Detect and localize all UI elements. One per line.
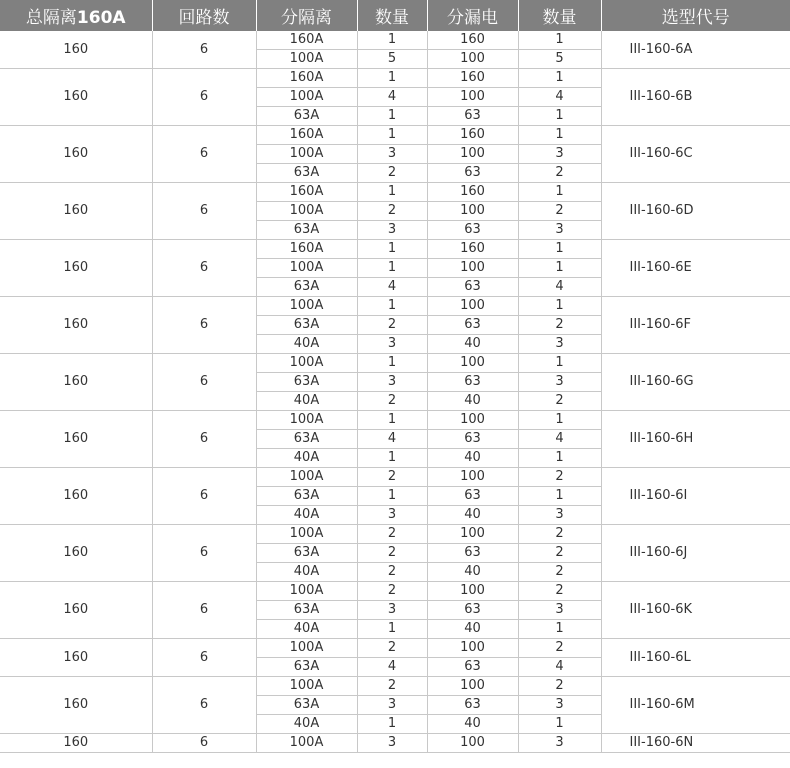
branch-isolator-cell: 160A: [256, 126, 357, 145]
quantity-cell: 3: [357, 373, 427, 392]
circuits-cell: 6: [152, 468, 256, 525]
branch-rcd-cell: 63: [427, 601, 518, 620]
branch-isolator-cell: 63A: [256, 373, 357, 392]
branch-rcd-cell: 100: [427, 145, 518, 164]
main-isolator-cell: 160: [0, 354, 152, 411]
table-row: [0, 468, 790, 487]
branch-rcd-cell: 63: [427, 278, 518, 297]
model-code-cell: III-160-6D: [601, 183, 790, 240]
main-isolator-cell: 160: [0, 525, 152, 582]
branch-rcd-cell: 40: [427, 506, 518, 525]
quantity-cell: 1: [357, 297, 427, 316]
branch-rcd-cell: 160: [427, 69, 518, 88]
quantity-cell: 4: [518, 88, 601, 107]
quantity-cell: 1: [357, 69, 427, 88]
branch-rcd-cell: 63: [427, 221, 518, 240]
quantity-cell: 2: [357, 677, 427, 696]
quantity-cell: 3: [357, 734, 427, 753]
model-code-cell: III-160-6E: [601, 240, 790, 297]
quantity-cell: 4: [357, 278, 427, 297]
branch-rcd-cell: 100: [427, 677, 518, 696]
quantity-cell: 2: [357, 525, 427, 544]
branch-isolator-cell: 100A: [256, 677, 357, 696]
main-isolator-cell: 160: [0, 468, 152, 525]
header-branch-rcd: 分漏电: [427, 0, 518, 31]
main-isolator-cell: 160: [0, 126, 152, 183]
quantity-cell: 2: [518, 639, 601, 658]
header-circuits: 回路数: [152, 0, 256, 31]
branch-rcd-cell: 160: [427, 183, 518, 202]
quantity-cell: 3: [357, 696, 427, 715]
quantity-cell: 2: [357, 164, 427, 183]
table-row: [0, 677, 790, 696]
branch-rcd-cell: 63: [427, 107, 518, 126]
main-isolator-cell: 160: [0, 31, 152, 69]
branch-isolator-cell: 100A: [256, 639, 357, 658]
branch-rcd-cell: 100: [427, 582, 518, 601]
branch-isolator-cell: 160A: [256, 183, 357, 202]
branch-isolator-cell: 40A: [256, 392, 357, 411]
quantity-cell: 2: [357, 563, 427, 582]
model-code-cell: III-160-6G: [601, 354, 790, 411]
header-quantity: 数量: [357, 0, 427, 31]
quantity-cell: 2: [518, 202, 601, 221]
quantity-cell: 4: [357, 430, 427, 449]
branch-isolator-cell: 40A: [256, 715, 357, 734]
branch-isolator-cell: 160A: [256, 31, 357, 50]
header-branch-isolator: 分隔离: [256, 0, 357, 31]
model-code-cell: III-160-6I: [601, 468, 790, 525]
quantity-cell: 2: [357, 392, 427, 411]
branch-rcd-cell: 63: [427, 373, 518, 392]
quantity-cell: 1: [518, 449, 601, 468]
quantity-cell: 3: [357, 145, 427, 164]
branch-isolator-cell: 100A: [256, 411, 357, 430]
branch-rcd-cell: 100: [427, 202, 518, 221]
table-row: [0, 297, 790, 316]
quantity-cell: 3: [518, 734, 601, 753]
table-row: [0, 525, 790, 544]
branch-isolator-cell: 63A: [256, 316, 357, 335]
quantity-cell: 2: [518, 563, 601, 582]
branch-isolator-cell: 100A: [256, 525, 357, 544]
branch-isolator-cell: 63A: [256, 696, 357, 715]
quantity-cell: 3: [518, 506, 601, 525]
branch-isolator-cell: 40A: [256, 506, 357, 525]
branch-isolator-cell: 100A: [256, 50, 357, 69]
branch-rcd-cell: 100: [427, 411, 518, 430]
circuits-cell: 6: [152, 734, 256, 753]
branch-rcd-cell: 40: [427, 392, 518, 411]
branch-isolator-cell: 100A: [256, 734, 357, 753]
branch-rcd-cell: 40: [427, 335, 518, 354]
main-isolator-cell: 160: [0, 582, 152, 639]
quantity-cell: 1: [518, 183, 601, 202]
branch-rcd-cell: 63: [427, 696, 518, 715]
main-isolator-cell: 160: [0, 240, 152, 297]
quantity-cell: 2: [518, 392, 601, 411]
header-row: [0, 0, 790, 31]
branch-isolator-cell: 63A: [256, 164, 357, 183]
quantity-cell: 2: [518, 525, 601, 544]
circuits-cell: 6: [152, 240, 256, 297]
quantity-cell: 2: [357, 544, 427, 563]
branch-isolator-cell: 63A: [256, 544, 357, 563]
model-code-cell: III-160-6A: [601, 31, 790, 69]
quantity-cell: 4: [518, 658, 601, 677]
quantity-cell: 3: [518, 696, 601, 715]
quantity-cell: 1: [357, 183, 427, 202]
header-quantity: 数量: [518, 0, 601, 31]
main-isolator-cell: 160: [0, 183, 152, 240]
branch-isolator-cell: 100A: [256, 582, 357, 601]
quantity-cell: 1: [518, 240, 601, 259]
branch-rcd-cell: 160: [427, 240, 518, 259]
quantity-cell: 1: [518, 259, 601, 278]
quantity-cell: 1: [518, 620, 601, 639]
quantity-cell: 2: [357, 582, 427, 601]
branch-rcd-cell: 40: [427, 715, 518, 734]
branch-isolator-cell: 63A: [256, 278, 357, 297]
branch-rcd-cell: 100: [427, 297, 518, 316]
quantity-cell: 3: [357, 601, 427, 620]
quantity-cell: 1: [357, 354, 427, 373]
model-code-cell: III-160-6L: [601, 639, 790, 677]
circuits-cell: 6: [152, 677, 256, 734]
quantity-cell: 1: [357, 107, 427, 126]
quantity-cell: 1: [357, 259, 427, 278]
quantity-cell: 3: [357, 335, 427, 354]
branch-rcd-cell: 100: [427, 468, 518, 487]
quantity-cell: 2: [357, 468, 427, 487]
main-isolator-cell: 160: [0, 734, 152, 753]
quantity-cell: 3: [518, 335, 601, 354]
main-isolator-cell: 160: [0, 297, 152, 354]
quantity-cell: 5: [518, 50, 601, 69]
branch-isolator-cell: 63A: [256, 601, 357, 620]
quantity-cell: 2: [518, 164, 601, 183]
circuits-cell: 6: [152, 639, 256, 677]
branch-isolator-cell: 100A: [256, 202, 357, 221]
branch-rcd-cell: 100: [427, 525, 518, 544]
quantity-cell: 3: [357, 506, 427, 525]
branch-rcd-cell: 100: [427, 639, 518, 658]
quantity-cell: 1: [357, 487, 427, 506]
circuits-cell: 6: [152, 31, 256, 69]
quantity-cell: 1: [357, 620, 427, 639]
quantity-cell: 1: [518, 487, 601, 506]
branch-rcd-cell: 63: [427, 430, 518, 449]
model-code-cell: III-160-6K: [601, 582, 790, 639]
quantity-cell: 2: [518, 582, 601, 601]
quantity-cell: 2: [357, 639, 427, 658]
quantity-cell: 1: [357, 449, 427, 468]
circuits-cell: 6: [152, 582, 256, 639]
quantity-cell: 2: [357, 316, 427, 335]
branch-rcd-cell: 160: [427, 126, 518, 145]
branch-rcd-cell: 100: [427, 259, 518, 278]
circuits-cell: 6: [152, 354, 256, 411]
branch-rcd-cell: 63: [427, 544, 518, 563]
model-code-cell: III-160-6F: [601, 297, 790, 354]
main-isolator-cell: 160: [0, 677, 152, 734]
quantity-cell: 3: [518, 145, 601, 164]
quantity-cell: 4: [518, 430, 601, 449]
branch-isolator-cell: 100A: [256, 468, 357, 487]
quantity-cell: 1: [357, 240, 427, 259]
quantity-cell: 4: [518, 278, 601, 297]
quantity-cell: 1: [518, 107, 601, 126]
table-row: [0, 240, 790, 259]
table-row: [0, 126, 790, 145]
model-code-cell: III-160-6J: [601, 525, 790, 582]
branch-rcd-cell: 100: [427, 354, 518, 373]
branch-isolator-cell: 63A: [256, 430, 357, 449]
branch-rcd-cell: 100: [427, 88, 518, 107]
header-model-code: 选型代号: [601, 0, 790, 31]
quantity-cell: 2: [357, 202, 427, 221]
quantity-cell: 2: [518, 468, 601, 487]
quantity-cell: 2: [518, 677, 601, 696]
circuits-cell: 6: [152, 69, 256, 126]
branch-rcd-cell: 63: [427, 658, 518, 677]
branch-isolator-cell: 63A: [256, 487, 357, 506]
table-row: [0, 354, 790, 373]
table-row: [0, 411, 790, 430]
quantity-cell: 1: [518, 411, 601, 430]
table-row: [0, 582, 790, 601]
branch-rcd-cell: 100: [427, 734, 518, 753]
quantity-cell: 2: [518, 316, 601, 335]
quantity-cell: 1: [357, 715, 427, 734]
branch-isolator-cell: 63A: [256, 658, 357, 677]
table-row: [0, 69, 790, 88]
quantity-cell: 3: [518, 601, 601, 620]
branch-rcd-cell: 160: [427, 31, 518, 50]
quantity-cell: 1: [518, 297, 601, 316]
branch-isolator-cell: 100A: [256, 297, 357, 316]
quantity-cell: 1: [518, 31, 601, 50]
branch-isolator-cell: 40A: [256, 335, 357, 354]
model-code-cell: III-160-6M: [601, 677, 790, 734]
branch-isolator-cell: 100A: [256, 145, 357, 164]
table-row: [0, 639, 790, 658]
quantity-cell: 1: [518, 69, 601, 88]
table-row: [0, 734, 790, 753]
table-row: [0, 183, 790, 202]
quantity-cell: 1: [357, 126, 427, 145]
circuits-cell: 6: [152, 183, 256, 240]
branch-isolator-cell: 160A: [256, 69, 357, 88]
branch-rcd-cell: 40: [427, 449, 518, 468]
main-isolator-cell: 160: [0, 411, 152, 468]
header-main-isolator: 总隔离160A: [0, 0, 152, 31]
branch-rcd-cell: 40: [427, 563, 518, 582]
branch-isolator-cell: 100A: [256, 354, 357, 373]
quantity-cell: 1: [518, 126, 601, 145]
model-code-cell: III-160-6N: [601, 734, 790, 753]
circuits-cell: 6: [152, 411, 256, 468]
circuits-cell: 6: [152, 126, 256, 183]
main-isolator-cell: 160: [0, 69, 152, 126]
quantity-cell: 1: [518, 715, 601, 734]
quantity-cell: 3: [518, 373, 601, 392]
branch-rcd-cell: 63: [427, 164, 518, 183]
quantity-cell: 3: [357, 221, 427, 240]
circuits-cell: 6: [152, 525, 256, 582]
branch-isolator-cell: 40A: [256, 449, 357, 468]
branch-isolator-cell: 40A: [256, 563, 357, 582]
table-row: [0, 31, 790, 50]
quantity-cell: 4: [357, 88, 427, 107]
branch-rcd-cell: 40: [427, 620, 518, 639]
circuits-cell: 6: [152, 297, 256, 354]
quantity-cell: 5: [357, 50, 427, 69]
branch-isolator-cell: 160A: [256, 240, 357, 259]
quantity-cell: 3: [518, 221, 601, 240]
branch-isolator-cell: 100A: [256, 88, 357, 107]
model-code-cell: III-160-6H: [601, 411, 790, 468]
main-isolator-cell: 160: [0, 639, 152, 677]
quantity-cell: 1: [518, 354, 601, 373]
model-code-cell: III-160-6B: [601, 69, 790, 126]
branch-rcd-cell: 100: [427, 50, 518, 69]
branch-isolator-cell: 40A: [256, 620, 357, 639]
quantity-cell: 2: [518, 544, 601, 563]
quantity-cell: 1: [357, 31, 427, 50]
quantity-cell: 4: [357, 658, 427, 677]
model-code-cell: III-160-6C: [601, 126, 790, 183]
branch-isolator-cell: 63A: [256, 221, 357, 240]
branch-rcd-cell: 63: [427, 316, 518, 335]
branch-rcd-cell: 63: [427, 487, 518, 506]
quantity-cell: 1: [357, 411, 427, 430]
branch-isolator-cell: 100A: [256, 259, 357, 278]
branch-isolator-cell: 63A: [256, 107, 357, 126]
